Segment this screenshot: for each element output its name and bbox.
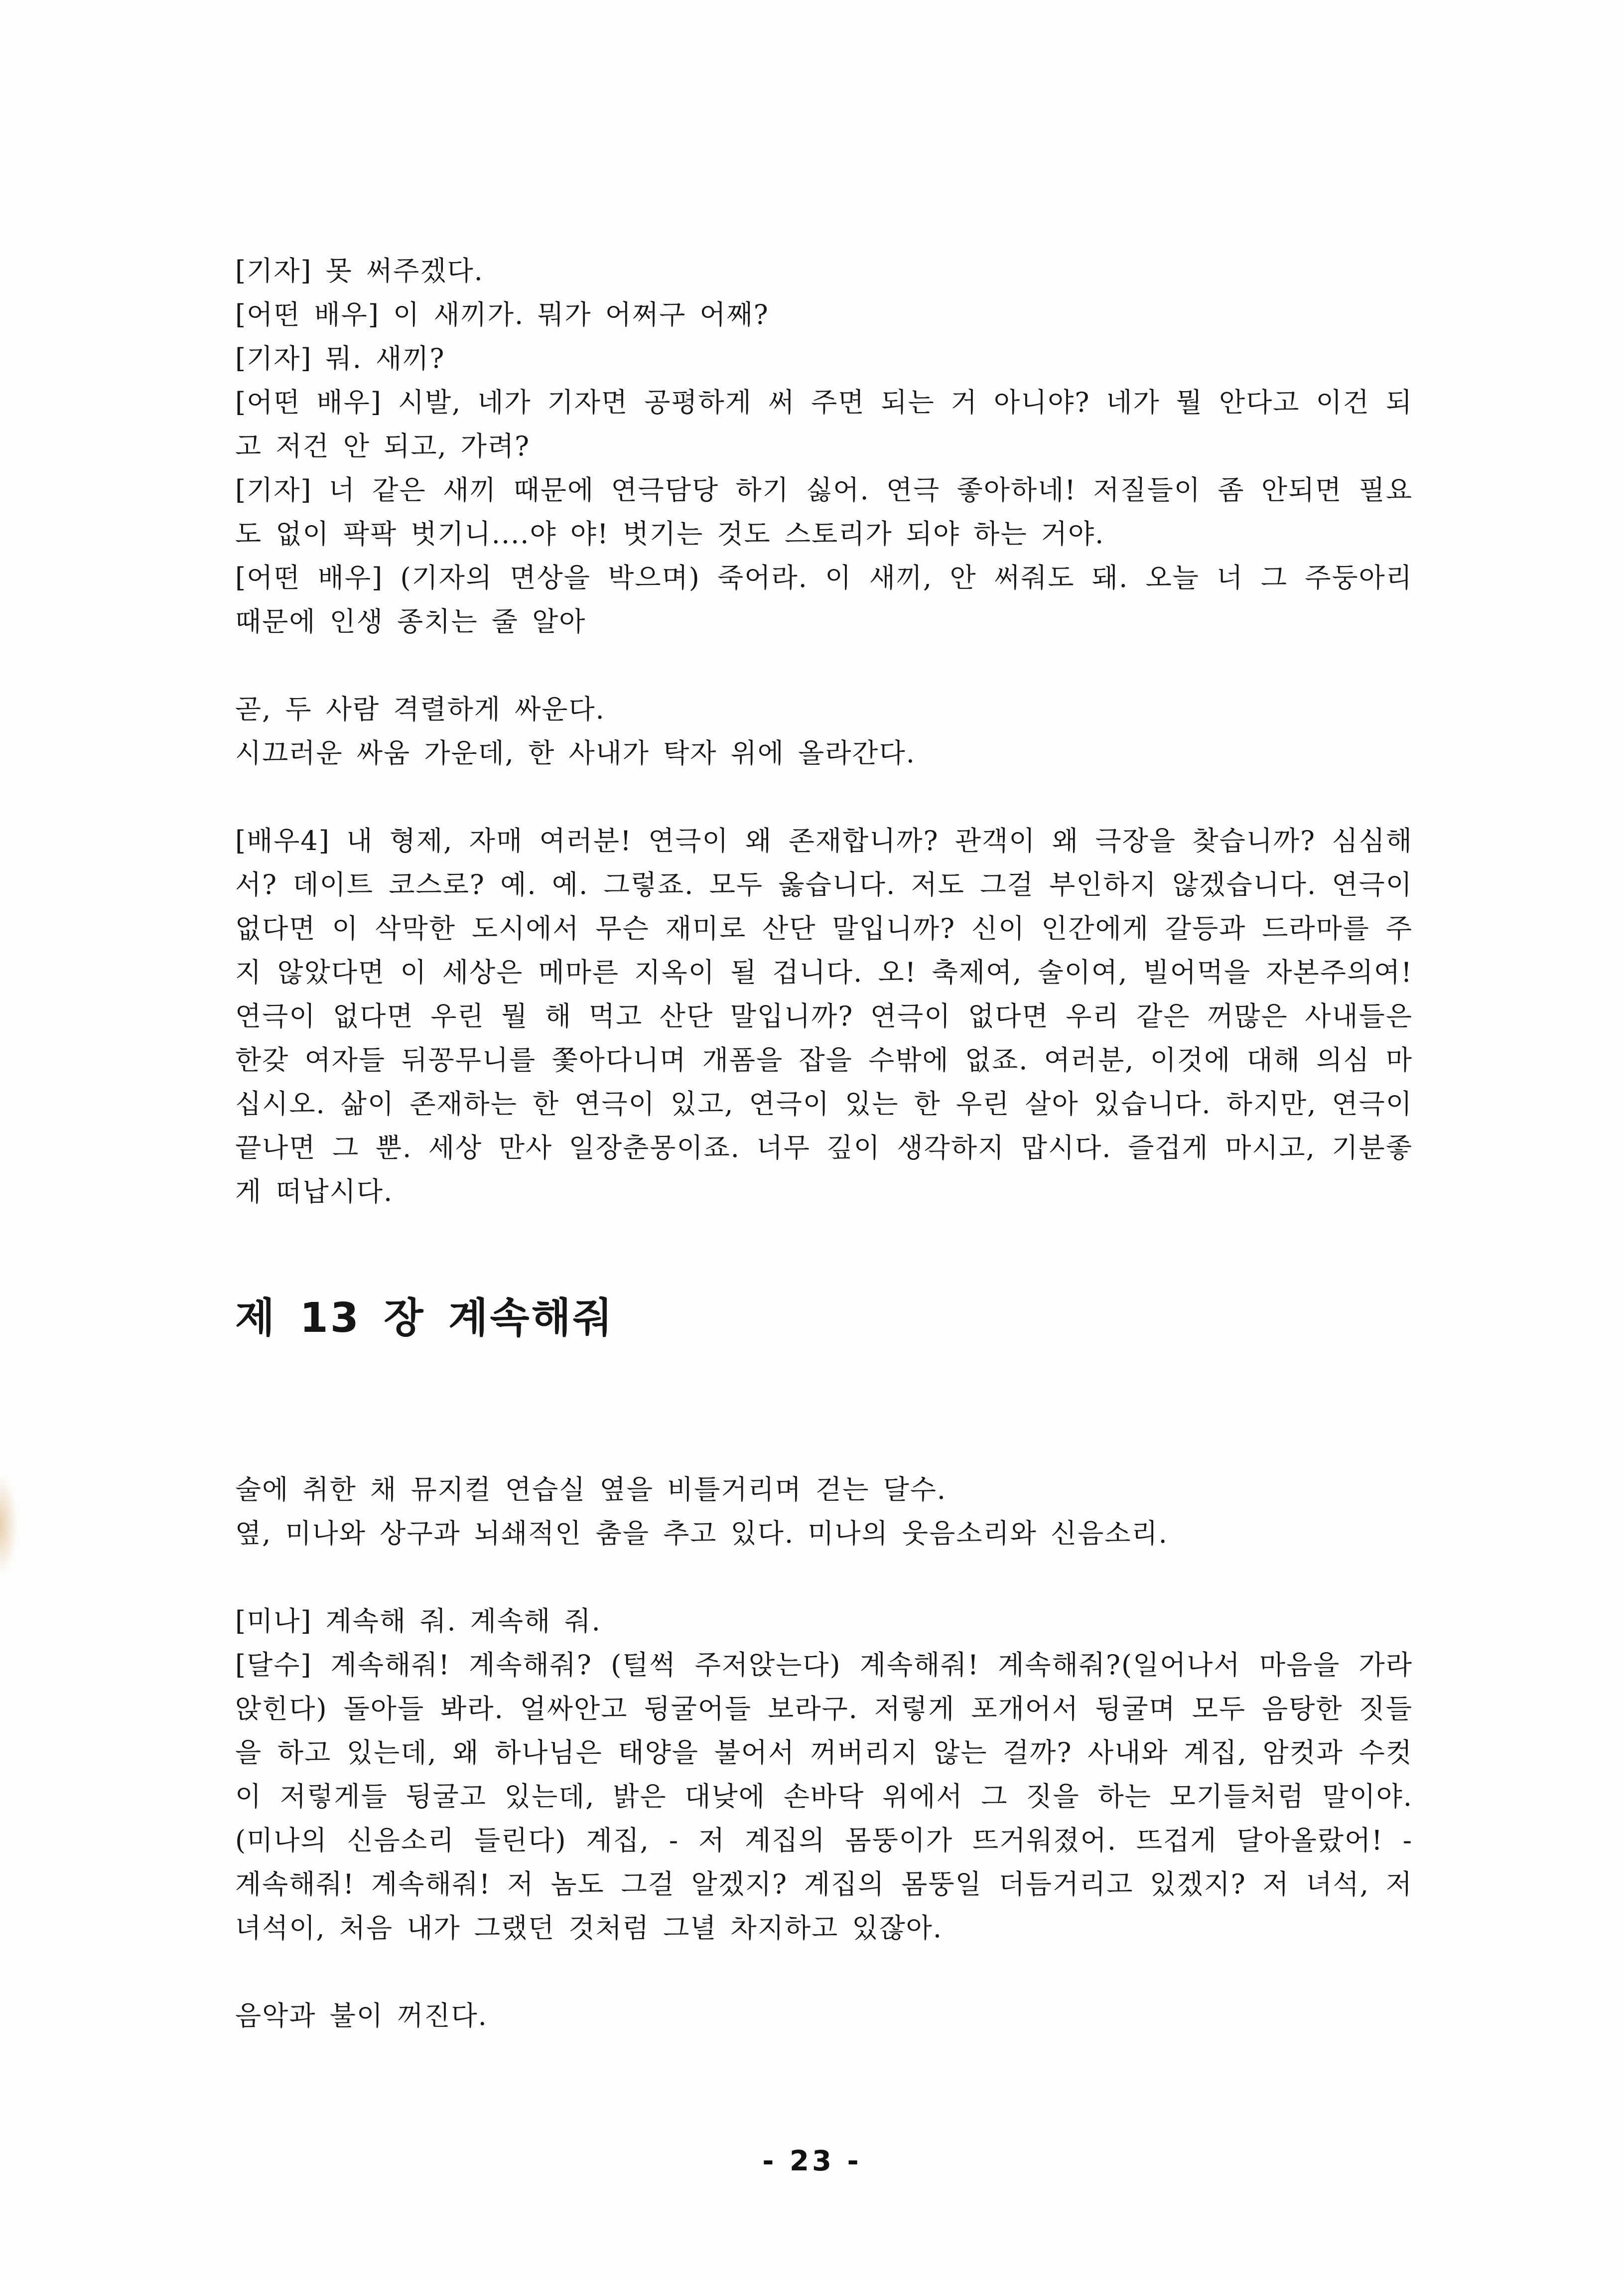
text-line: (미나의 신음소리 들린다) 계집, - 저 계집의 몸뚱이가 뜨거워졌어. 뜨겁게 달아올랐어! -	[235, 1825, 1413, 1856]
text-line: 이 저렇게들 뒹굴고 있는데, 밝은 대낮에 손바닥 위에서 그 짓을 하는 모기들처럼 말이야.	[235, 1781, 1413, 1812]
text-line: 도 없이 팍팍 벗기니....야 야! 벗기는 것도 스토리가 되야 하는 거야.	[235, 518, 1105, 550]
text-line: 게 떠납시다.	[235, 1176, 394, 1207]
text-line: 고 저건 안 되고, 가려?	[235, 430, 531, 462]
text-line: 연극이 없다면 우린 뭘 해 먹고 산단 말입니까? 연극이 없다면 우리 같은 꺼많은 사내들은	[235, 1000, 1413, 1032]
text-line: 지 않았다면 이 세상은 메마른 지옥이 될 겁니다. 오! 축제여, 술이여, 빌어먹을 자본주의여!	[235, 957, 1413, 988]
stage-direction-3	[235, 1994, 1413, 2038]
paragraph-gap	[235, 1950, 1413, 1994]
text-line: 한갖 여자들 뒤꽁무니를 쫓아다니며 개폼을 잡을 수밖에 없죠. 여러분, 이것에 대해 의심 마	[235, 1044, 1413, 1076]
text-line: 시끄러운 싸움 가운데, 한 사내가 탁자 위에 올라간다.	[235, 737, 916, 769]
text-line: 녀석이, 처음 내가 그랬던 것처럼 그녈 차지하고 있잖아.	[235, 1912, 943, 1944]
text-line: 옆, 미나와 상구과 뇌쇄적인 춤을 추고 있다. 미나의 웃음소리와 신음소리.	[235, 1518, 1168, 1549]
monologue-block	[235, 819, 1413, 1214]
text-line: 때문에 인생 종치는 줄 알아	[235, 606, 586, 637]
text-line: 음악과 불이 꺼진다.	[235, 2000, 488, 2031]
text-line: 없다면 이 삭막한 도시에서 무슨 재미로 산단 말입니까? 신이 인간에게 갈등과 드라마를 주	[235, 913, 1413, 944]
text-line: 끝나면 그 뿐. 세상 만사 일장춘몽이죠. 너무 깊이 생각하지 맙시다. 즐겁게 마시고, 기분좋	[235, 1132, 1413, 1163]
text-line: 술에 취한 채 뮤지컬 연습실 옆을 비틀거리며 걷는 달수.	[235, 1474, 947, 1505]
text-line: [기자] 못 써주겠다.	[235, 255, 484, 286]
text-line: 을 하고 있는데, 왜 하나님은 태양을 불어서 꺼버리지 않는 걸까? 사내와 계집, 암컷과 수컷	[235, 1737, 1413, 1768]
chapter-title: 제 13 장 계속해줘	[235, 1294, 615, 1342]
dialogue-block-2	[235, 1599, 1413, 1950]
paragraph-gap	[235, 1556, 1413, 1599]
text-line: [어떤 배우] (기자의 면상을 박으며) 죽어라. 이 새끼, 안 써줘도 돼. 오늘 너 그 주둥아리	[235, 562, 1413, 593]
paragraph-gap	[235, 644, 1413, 688]
section-gap	[235, 1214, 1413, 1288]
page-number: - 23 -	[762, 2145, 862, 2177]
text-line: [미나] 계속해 줘. 계속해 줘.	[235, 1605, 601, 1637]
text-line: [기자] 너 같은 새끼 때문에 연극담당 하기 싫어. 연극 좋아하네! 저질들이 좀 안되면 필요	[235, 474, 1413, 506]
text-line: [어떤 배우] 이 새끼가. 뭐가 어쩌구 어째?	[235, 299, 769, 330]
paper-stain	[0, 1475, 18, 1574]
text-line: 곧, 두 사람 격렬하게 싸운다.	[235, 694, 605, 725]
text-line: 계속해줘! 계속해줘! 저 놈도 그걸 알겠지? 계집의 몸뚱일 더듬거리고 있겠지? 저 녀석, 저	[235, 1868, 1413, 1900]
text-line: [어떤 배우] 시발, 네가 기자면 공평하게 써 주면 되는 거 아니야? 네가 뭘 안다고 이건 되	[235, 387, 1413, 418]
text-line: 앉힌다) 돌아들 봐라. 얼싸안고 뒹굴어들 보라구. 저렇게 포개어서 뒹굴며 모두 음탕한 짓들	[235, 1693, 1413, 1724]
section-gap	[235, 1348, 1413, 1468]
text-line: [달수] 계속해줘! 계속해줘? (털썩 주저앉는다) 계속해줘! 계속해줘?(일어나서 마음을 가라	[235, 1649, 1413, 1681]
stage-direction-1	[235, 688, 1413, 775]
page-content	[235, 249, 1413, 2038]
stage-direction-2	[235, 1468, 1413, 1556]
text-line: [배우4] 내 형제, 자매 여러분! 연극이 왜 존재합니까? 관객이 왜 극장을 찾습니까? 심심해	[235, 825, 1413, 856]
dialogue-block-1	[235, 249, 1413, 644]
paragraph-gap	[235, 775, 1413, 819]
text-line: [기자] 뭐. 새끼?	[235, 343, 445, 374]
text-line: 십시오. 삶이 존재하는 한 연극이 있고, 연극이 있는 한 우린 살아 있습니다. 하지만, 연극이	[235, 1088, 1413, 1120]
text-line: 서? 데이트 코스로? 예. 예. 그렇죠. 모두 옳습니다. 저도 그걸 부인하지 않겠습니다. 연극이	[235, 869, 1413, 900]
